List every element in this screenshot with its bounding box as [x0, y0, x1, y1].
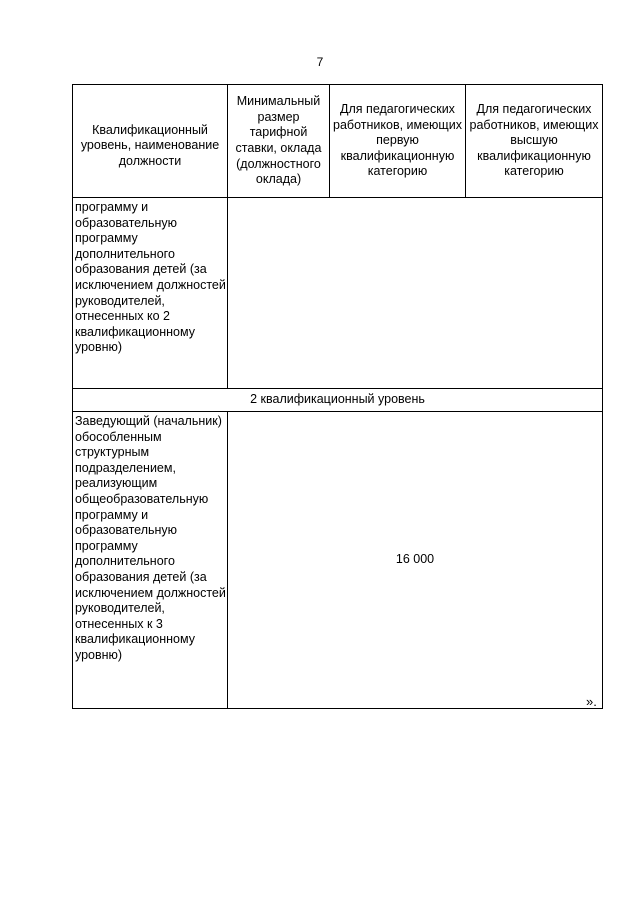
position-name-cell: Заведующий (начальник) обособленным структурным подразделением, реализующим общеобразовательную программу и образовательную программу дополнительного образования детей (за исключением должностей руководителей, отнесенных к 3 квалификационному уровню)	[73, 412, 228, 709]
table-row	[73, 198, 603, 389]
table-row	[73, 412, 603, 709]
salary-table	[72, 84, 603, 709]
page-number: 7	[316, 55, 324, 69]
salary-cell: 16 000	[228, 412, 603, 709]
qualification-level-row	[73, 389, 603, 412]
header-highest-category: Для педагогических работников, имеющих высшую квалификационную категорию	[466, 85, 603, 198]
table-header-row	[73, 85, 603, 198]
header-first-category: Для педагогических работников, имеющих первую квалификационную категорию	[330, 85, 466, 198]
header-minimum-salary: Минимальный размер тарифной ставки, оклада (должностного оклада)	[228, 85, 330, 198]
qualification-level-title: 2 квалификационный уровень	[73, 389, 603, 412]
position-name-cell: программу и образовательную программу дополнительного образования детей (за исключением должностей руководителей, отнесенных ко 2 квалификационному уровню)	[73, 198, 228, 389]
salary-cell-empty	[228, 198, 603, 389]
header-qualification-level: Квалификационный уровень, наименование должности	[73, 85, 228, 198]
closing-quote-mark: ».	[586, 694, 597, 709]
